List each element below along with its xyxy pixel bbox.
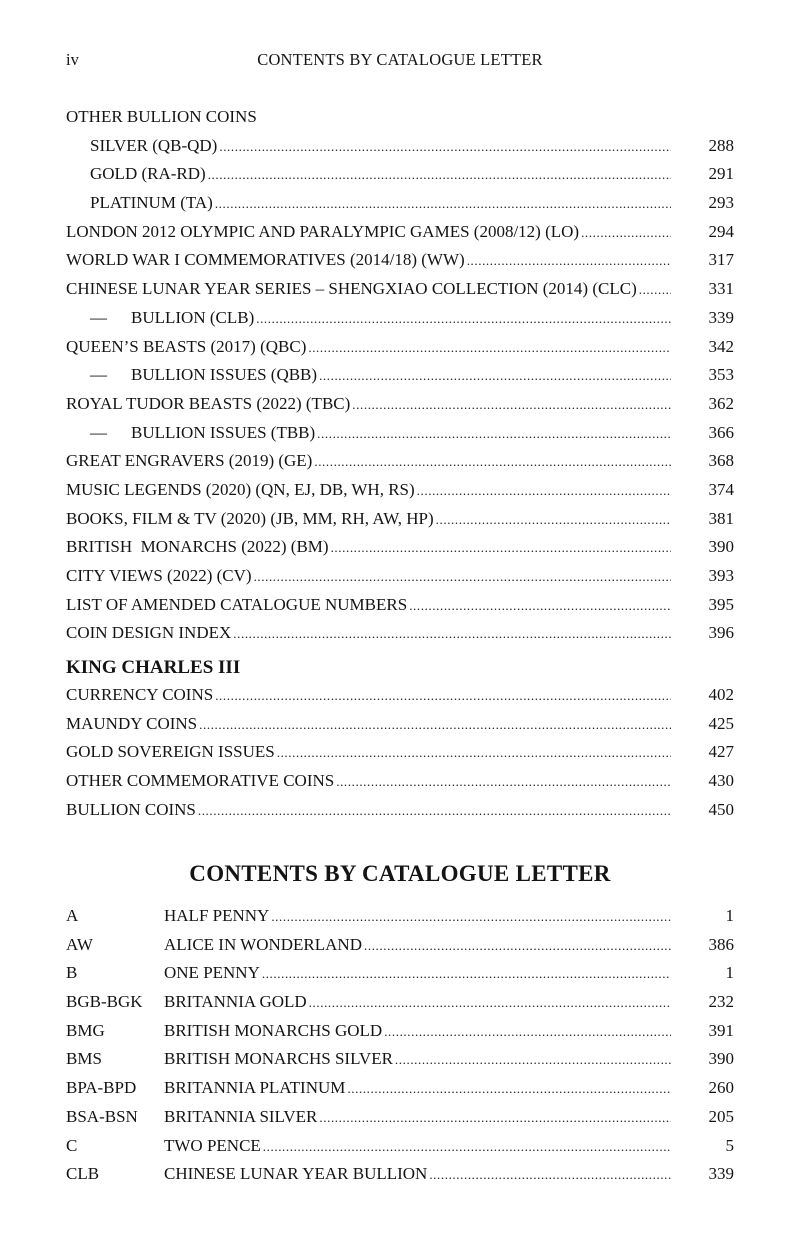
section-title: CONTENTS BY CATALOGUE LETTER (189, 861, 611, 886)
toc-entry[interactable] (66, 136, 734, 165)
entry-page: 381 (708, 508, 734, 528)
dot-leader (409, 598, 671, 614)
entry-title: GREAT ENGRAVERS (2019) (GE) (66, 451, 313, 471)
entry-title: ROYAL TUDOR BEASTS (2022) (TBC) (66, 393, 351, 413)
entry-title: QUEEN’S BEASTS (2017) (QBC) (66, 336, 307, 356)
entry-dash: — (90, 307, 107, 327)
dot-leader (314, 454, 671, 470)
entry-page: 288 (708, 135, 734, 155)
entry-page: 205 (708, 1106, 734, 1126)
dot-leader (215, 688, 671, 704)
entry-title: BULLION COINS (66, 799, 196, 819)
entry-page: 1 (725, 906, 734, 925)
catalogue-code: AW (66, 934, 93, 954)
entry-title: MUSIC LEGENDS (2020) (QN, EJ, DB, WH, RS) (66, 479, 415, 499)
dot-leader (277, 745, 671, 761)
dot-leader (331, 540, 671, 556)
entry-page: 450 (708, 799, 734, 819)
entry-title: BULLION ISSUES (QBB) (131, 365, 318, 385)
dot-leader (639, 282, 671, 298)
toc-entry[interactable] (66, 365, 734, 394)
dot-leader (395, 1052, 671, 1068)
toc-entry[interactable] (66, 222, 734, 251)
dot-leader (319, 1110, 671, 1126)
contents-list-continued (66, 107, 734, 652)
entry-title: BRITISH MONARCHS GOLD (164, 1020, 383, 1040)
entry-title: BULLION (CLB) (131, 307, 255, 327)
entry-page: 317 (708, 250, 734, 270)
dot-leader (352, 397, 671, 413)
entry-page: 402 (708, 685, 734, 704)
entry-title: BRITISH MONARCHS SILVER (164, 1049, 393, 1069)
entry-page: 390 (708, 1049, 734, 1069)
entry-page: 331 (708, 279, 734, 299)
catalogue-code: A (66, 906, 79, 925)
dot-leader (262, 966, 671, 982)
catalogue-code: BSA-BSN (66, 1106, 138, 1126)
entry-title: OTHER COMMEMORATIVE COINS (66, 771, 335, 791)
toc-entry[interactable] (66, 250, 734, 279)
catalogue-code: C (66, 1135, 78, 1155)
entry-page: 342 (708, 336, 734, 356)
entry-title: GOLD SOVEREIGN ISSUES (66, 742, 275, 762)
entry-title: TWO PENCE (164, 1135, 261, 1155)
dot-leader (208, 167, 671, 183)
page-header (66, 50, 734, 74)
entry-title: LONDON 2012 OLYMPIC AND PARALYMPIC GAMES (2008/12) (LO) (66, 221, 580, 241)
entry-page: 339 (708, 1164, 734, 1184)
toc-entry[interactable] (66, 595, 734, 624)
dot-leader (219, 139, 671, 155)
dot-leader (436, 512, 671, 528)
entry-page: 362 (708, 393, 734, 413)
entry-dash: — (90, 365, 107, 385)
dot-leader (215, 196, 671, 212)
catalogue-row[interactable] (66, 1136, 734, 1165)
toc-entry[interactable] (66, 164, 734, 193)
entry-title: COIN DESIGN INDEX (66, 623, 232, 643)
catalogue-letter-list (66, 906, 734, 1193)
dot-leader (384, 1024, 671, 1040)
entry-page: 396 (708, 623, 734, 643)
catalogue-row[interactable] (66, 906, 734, 935)
entry-page: 260 (708, 1078, 734, 1098)
entry-page: 427 (708, 742, 734, 762)
toc-entry[interactable] (66, 308, 734, 337)
entry-title: GOLD (RA-RD) (90, 164, 206, 184)
toc-entry[interactable] (66, 509, 734, 538)
dot-leader (254, 569, 671, 585)
entry-page: 395 (708, 594, 734, 614)
entry-title: HALF PENNY (164, 906, 270, 925)
king-charles-heading: KING CHARLES III (66, 657, 241, 678)
entry-page: 366 (708, 422, 734, 442)
entry-page: 425 (708, 713, 734, 733)
entry-title: LIST OF AMENDED CATALOGUE NUMBERS (66, 594, 408, 614)
entry-title: BRITANNIA PLATINUM (164, 1078, 346, 1098)
toc-entry[interactable] (66, 394, 734, 423)
entry-page: 390 (708, 537, 734, 557)
dot-leader (271, 909, 671, 925)
dot-leader (347, 1081, 671, 1097)
toc-entry[interactable] (66, 337, 734, 366)
dot-leader (308, 340, 671, 356)
toc-entry[interactable] (66, 423, 734, 452)
toc-entry[interactable] (66, 279, 734, 308)
catalogue-row[interactable] (66, 935, 734, 964)
entry-title: BULLION ISSUES (TBB) (131, 422, 316, 442)
entry-title: BRITANNIA GOLD (164, 992, 307, 1012)
catalogue-code: BMG (66, 1020, 105, 1040)
entry-page: 294 (708, 221, 734, 241)
dot-leader (336, 774, 671, 790)
dot-leader (199, 717, 671, 733)
catalogue-row[interactable] (66, 963, 734, 992)
dot-leader (198, 803, 671, 819)
king-charles-list (66, 685, 734, 828)
toc-entry[interactable] (66, 742, 734, 771)
toc-entry-other-bullion-heading: OTHER BULLION COINS (66, 107, 257, 126)
toc-entry[interactable] (66, 714, 734, 743)
dot-leader (263, 1139, 671, 1155)
toc-entry[interactable] (66, 451, 734, 480)
entry-title: CURRENCY COINS (66, 685, 214, 704)
toc-entry[interactable] (66, 771, 734, 800)
catalogue-code: BPA-BPD (66, 1078, 137, 1098)
dot-leader (429, 1167, 671, 1183)
dot-leader (417, 483, 671, 499)
entry-page: 339 (708, 307, 734, 327)
entry-page: 353 (708, 365, 734, 385)
entry-title: SILVER (QB-QD) (90, 135, 218, 155)
entry-page: 393 (708, 566, 734, 585)
toc-entry[interactable] (66, 537, 734, 566)
dot-leader (233, 626, 671, 642)
dot-leader (581, 225, 671, 241)
entry-title: ALICE IN WONDERLAND (164, 934, 362, 954)
dot-leader (309, 995, 671, 1011)
entry-page: 5 (725, 1135, 734, 1155)
toc-entry[interactable] (66, 685, 734, 714)
dot-leader (319, 368, 671, 384)
catalogue-row[interactable] (66, 992, 734, 1021)
entry-title: BRITANNIA SILVER (164, 1106, 318, 1126)
entry-title: WORLD WAR I COMMEMORATIVES (2014/18) (WW) (66, 250, 465, 270)
entry-title: CHINESE LUNAR YEAR BULLION (164, 1164, 428, 1184)
catalogue-row[interactable] (66, 1107, 734, 1136)
catalogue-code: B (66, 963, 78, 983)
entry-title: CITY VIEWS (2022) (CV) (66, 566, 252, 585)
entry-page: 368 (708, 451, 734, 471)
toc-entry[interactable] (66, 480, 734, 509)
entry-page: 232 (708, 992, 734, 1012)
entry-title: BRITISH MONARCHS (2022) (BM) (66, 537, 329, 557)
toc-entry[interactable] (66, 623, 734, 652)
entry-title: BOOKS, FILM & TV (2020) (JB, MM, RH, AW, HP) (66, 508, 434, 528)
toc-entry[interactable] (66, 193, 734, 222)
entry-title: MAUNDY COINS (66, 713, 198, 733)
entry-page: 391 (708, 1020, 734, 1040)
catalogue-code: BMS (66, 1049, 102, 1069)
catalogue-row[interactable] (66, 1164, 734, 1193)
toc-entry[interactable] (66, 566, 734, 595)
toc-entry[interactable] (66, 800, 734, 829)
entry-dash: — (90, 422, 107, 442)
entry-page: 430 (708, 771, 734, 791)
page-number: iv (66, 50, 79, 69)
dot-leader (256, 311, 671, 327)
entry-page: 374 (708, 479, 734, 499)
entry-page: 293 (708, 193, 734, 213)
entry-title: PLATINUM (TA) (90, 193, 213, 213)
catalogue-code: CLB (66, 1164, 100, 1184)
catalogue-code: BGB-BGK (66, 992, 143, 1012)
catalogue-row[interactable] (66, 1049, 734, 1078)
entry-title: ONE PENNY (164, 963, 260, 983)
dot-leader (364, 938, 671, 954)
entry-title: CHINESE LUNAR YEAR SERIES – SHENGXIAO COLLECTION (2014) (CLC) (66, 279, 637, 299)
running-title: CONTENTS BY CATALOGUE LETTER (257, 50, 543, 69)
catalogue-row[interactable] (66, 1021, 734, 1050)
entry-page: 1 (725, 963, 734, 983)
catalogue-row[interactable] (66, 1078, 734, 1107)
entry-page: 291 (708, 164, 734, 184)
entry-page: 386 (708, 934, 734, 954)
dot-leader (467, 253, 671, 269)
dot-leader (317, 426, 671, 442)
